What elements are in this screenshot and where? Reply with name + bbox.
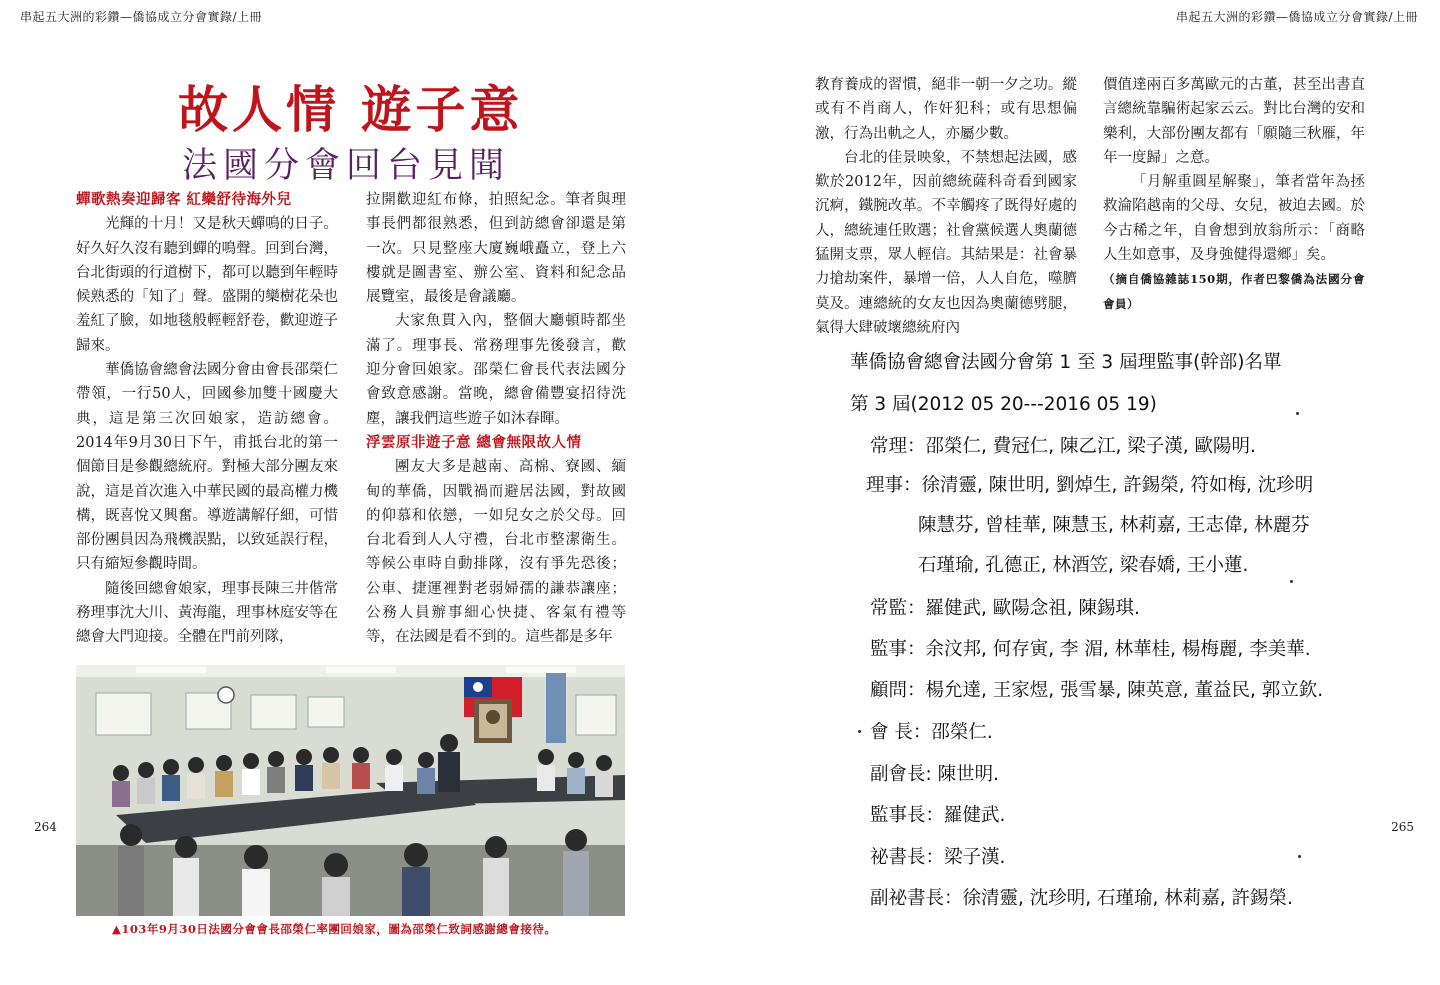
roster-row: 祕書長：梁子漢. — [870, 847, 1006, 868]
roster-row: 常理：邵榮仁, 費冠仁, 陳乙江, 梁子漢, 歐陽明. — [870, 436, 1256, 457]
article-title: 故人情 遊子意 — [178, 81, 524, 139]
article-column-3 — [815, 73, 1077, 340]
article-column-1 — [76, 188, 338, 650]
paragraph: 大家魚貫入內，整個大廳頓時都坐滿了。理事長、常務理事先後發言，歡迎分會回娘家。邵榮仁會長代表法國分會致意感謝。當晚，總會備豐宴招待洗塵，讓我們這些遊子如沐春暉。 — [366, 313, 626, 427]
paragraph: 光輝的十月！又是秋天蟬鳴的日子。好久好久沒有聽到蟬的鳴聲。回到台灣，台北街頭的行道樹下，都可以聽到年輕時候熟悉的「知了」聲。盛開的欒樹花朵也羞紅了臉，如地毯般輕輕舒卷，歡迎遊子歸來。 — [76, 216, 338, 354]
roster-row: 監事：余汶邦, 何存寅, 李 湄, 林華桂, 楊梅麗, 李美華. — [870, 639, 1311, 660]
paragraph: 「月解重圓星解聚」，筆者當年為拯救淪陷越南的父母、女兒，被迫去國。於今古稀之年，自會想到放翁所示：「商略人生如意事，及身強健得還鄉」矣。 — [1103, 174, 1365, 264]
article-subtitle: 法國分會回台見聞 — [182, 146, 511, 186]
roster-row: 副會長: 陳世明. — [870, 764, 999, 785]
section-subhead: 浮雲原非遊子意 總會無限故人情 — [366, 433, 582, 451]
paragraph: 教育養成的習慣，絕非一朝一夕之功。縱或有不肖商人，作奸犯科；或有思想偏激，行為出軌之人，亦屬少數。 — [815, 77, 1077, 142]
scan-speck — [1298, 855, 1301, 858]
roster-row: 顧問：楊允達, 王家煜, 張雪暴, 陳英意, 董益民, 郭立欽. — [870, 680, 1324, 701]
page-number-right: 265 — [1391, 820, 1414, 834]
roster-row: 陳慧芬, 曾桂華, 陳慧玉, 林莉嘉, 王志偉, 林麗芬 — [918, 515, 1310, 536]
scan-speck — [858, 730, 861, 733]
article-column-4 — [1103, 73, 1365, 316]
roster-heading: 華僑協會總會法國分會第 1 至 3 屆理監事(幹部)名單 — [850, 352, 1282, 373]
roster-row: 副祕書長：徐清靈, 沈珍明, 石瑾瑜, 林莉嘉, 許錫榮. — [870, 888, 1293, 909]
source-note: （摘自僑協雜誌150期，作者巴黎僑為法國分會會員） — [1103, 272, 1365, 311]
article-column-2 — [366, 188, 626, 650]
roster-row: 石瑾瑜, 孔德正, 林酒笠, 梁春嬌, 王小蓮. — [918, 555, 1249, 576]
paragraph: 團友大多是越南、高棉、寮國、緬甸的華僑，因戰禍而避居法國，對故國的仰慕和依戀，一如兒女之於父母。回台北看到人人守禮，台北市整潔衛生。等候公車時自動排隊，沒有爭先恐後；公車、捷運裡對老弱婦孺的謙恭讓座；公務人員辦事細心快捷、客氣有禮等等，在法國是看不到的。這些都是多年 — [366, 459, 626, 646]
paragraph: 拉開歡迎紅布條，拍照紀念。筆者與理事長們都很熟悉，但到訪總會卻還是第一次。只見整座大廈巍峨矗立，登上六樓就是圖書室、辦公室、資料和紀念品展覽室，最後是會議廳。 — [366, 192, 626, 306]
roster-row: 監事長：羅健武. — [870, 805, 1006, 826]
roster-term: 第 3 屆(2012 05 20---2016 05 19) — [850, 394, 1157, 415]
running-head-right: 串起五大洲的彩鑽—僑協成立分會實錄/上冊 — [1175, 10, 1418, 24]
scan-speck — [1296, 412, 1299, 415]
paragraph: 價值達兩百多萬歐元的古董，甚至出書直言總統靠騙術起家云云。對比台灣的安和樂利，大部份團友都有「願隨三秋雁，年年一度歸」之意。 — [1103, 77, 1365, 166]
running-head-left: 串起五大洲的彩鑽—僑協成立分會實錄/上冊 — [20, 10, 263, 24]
paragraph: 隨後回總會娘家，理事長陳三井偕常務理事沈大川、黃海龍，理事林庭安等在總會大門迎接。全體在門前列隊， — [76, 580, 338, 646]
page-number-left: 264 — [34, 820, 57, 834]
roster-row: 理事：徐清靈, 陳世明, 劉焯生, 許錫榮, 符如梅, 沈珍明 — [866, 475, 1314, 496]
roster-row: 會 長：邵榮仁. — [870, 722, 993, 743]
section-subhead: 蟬歌熱奏迎歸客 紅欒舒待海外兒 — [76, 191, 292, 208]
paragraph: 台北的佳景映象，不禁想起法國，感歎於2012年，因前總統薩科奇看到國家沉痾，鐵腕改革。不幸觸疼了既得好處的人，總統連任敗選；社會黨候選人奧蘭德猛開支票，眾人輕信。其結果是：社會暴力搶劫案件，暴增一倍，人人自危，噬臍莫及。連總統的女友也因為奧蘭德劈腿，氣得大肆破壞總統府內 — [815, 149, 1077, 336]
meeting-room-photo — [76, 665, 625, 916]
paragraph: 華僑協會總會法國分會由會長邵榮仁帶領，一行50人，回國參加雙十國慶大典，這是第三次回娘家，造訪總會。2014年9月30日下午，甫抵台北的第一個節目是參觀總統府。對極大部分團友來說，這是首次進入中華民國的最高權力機構，既喜悅又興奮。導遊講解仔細，可惜部份團員因為飛機誤點，以致延誤行程，只有縮短參觀時間。 — [76, 362, 338, 573]
roster-row: 常監：羅健武, 歐陽念祖, 陳錫琪. — [870, 598, 1140, 619]
scan-speck — [1290, 580, 1293, 583]
photo-caption: ▲103年9月30日法國分會會長邵榮仁率團回娘家，圖為邵榮仁致詞感謝總會接待。 — [112, 922, 557, 936]
